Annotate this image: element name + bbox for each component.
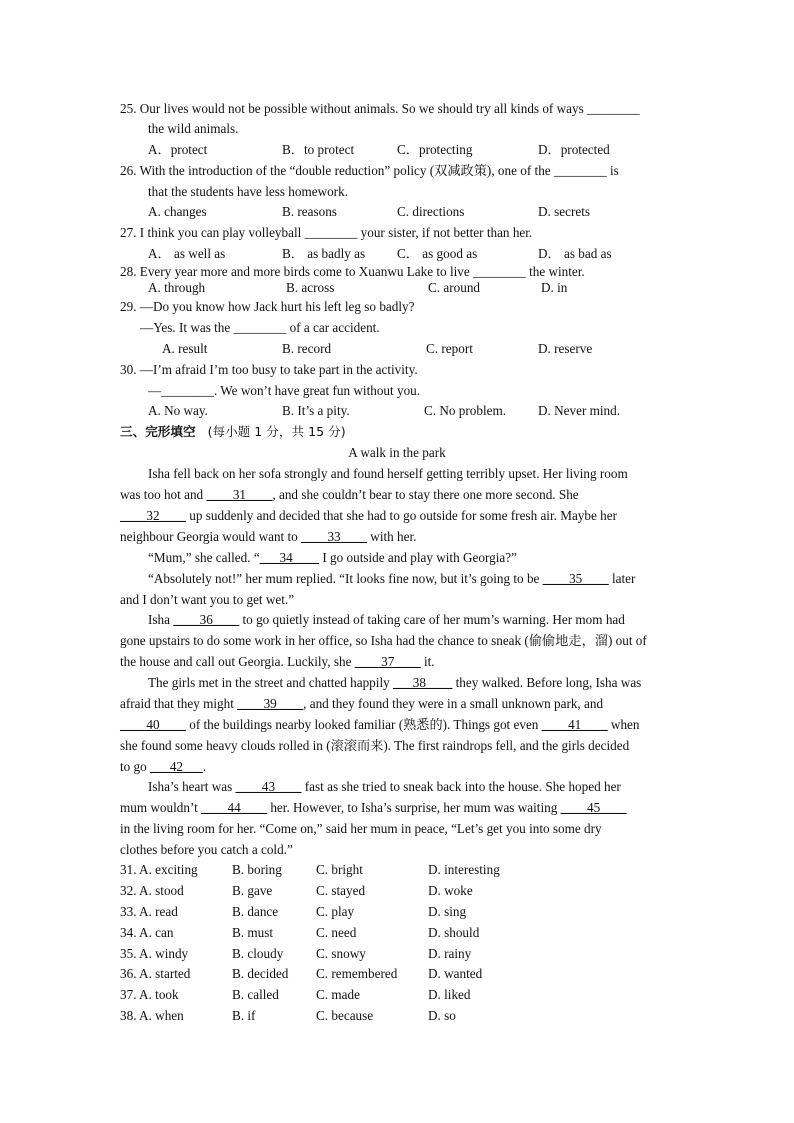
passage-text: her. However, to Isha’s surprise, her mum was waiting <box>267 800 561 815</box>
passage-line: Isha fell back on her sofa strongly and found herself getting terribly upset. Her living room <box>148 466 628 481</box>
cloze-32-option-c: C. stayed <box>316 883 366 898</box>
passage-line <box>120 717 640 733</box>
blank-41: ____41____ <box>541 717 608 732</box>
passage-line: clothes before you catch a cold.” <box>120 842 293 857</box>
blank-35: ____35____ <box>542 571 609 586</box>
passage-text: The girls met in the street and chatted happily <box>148 675 393 690</box>
cloze-38-option-b: B. if <box>232 1008 256 1023</box>
question-26-continuation: that the students have less homework. <box>148 184 348 199</box>
question-29-option-d: D. reserve <box>538 341 593 356</box>
passage-line <box>120 696 603 712</box>
passage-text: the house and call out Georgia. Luckily, she <box>120 654 355 669</box>
passage-line: and I don’t want you to get wet.” <box>120 592 295 607</box>
passage-line <box>148 779 621 795</box>
question-25-continuation: the wild animals. <box>148 121 239 136</box>
question-29-option-a: A. result <box>162 341 208 356</box>
passage-text: Isha’s heart was <box>148 779 236 794</box>
cloze-32-option-b: B. gave <box>232 883 273 898</box>
passage-line <box>120 487 579 503</box>
blank-43: ____43____ <box>235 779 302 794</box>
blank-40: ____40____ <box>120 717 186 732</box>
passage-text: “Absolutely not!” her mum replied. “It looks fine now, but it’s going to be <box>148 571 543 586</box>
passage-line: she found some heavy clouds rolled in (滚滚而来). The first raindrops fell, and the girls decided <box>120 738 630 753</box>
passage-text: mum wouldn’t <box>120 800 202 815</box>
blank-44: ____44____ <box>201 800 268 815</box>
blank-34: ___34____ <box>259 550 320 565</box>
blank-36: ____36____ <box>173 612 240 627</box>
cloze-34-option-a: 34. A. can <box>120 925 174 940</box>
question-27-option-a: A． as well as <box>148 246 226 261</box>
cloze-38-option-d: D. so <box>428 1008 456 1023</box>
blank-32: ____32____ <box>120 508 186 523</box>
passage-text: fast as she tried to sneak back into the house. She hoped her <box>301 779 621 794</box>
question-27-option-d: D． as bad as <box>538 246 612 261</box>
question-29-option-c: C. report <box>426 341 473 356</box>
cloze-31-option-a: 31. A. exciting <box>120 862 198 877</box>
passage-line: gone upstairs to do some work in her office, so Isha had the chance to sneak (偷偷地走，溜) out of <box>120 633 647 648</box>
question-30-option-d: D. Never mind. <box>538 403 621 418</box>
cloze-35-option-c: C. snowy <box>316 946 366 961</box>
cloze-35-option-d: D. rainy <box>428 946 472 961</box>
question-29-continuation: —Yes. It was the ________ of a car accident. <box>140 320 380 335</box>
passage-text: neighbour Georgia would want to <box>120 529 302 544</box>
blank-37: ____37____ <box>354 654 421 669</box>
cloze-35-option-a: 35. A. windy <box>120 946 189 961</box>
cloze-34-option-b: B. must <box>232 925 274 940</box>
question-29-stem: 29. —Do you know how Jack hurt his left leg so badly? <box>120 299 415 314</box>
blank-42: ___42___ <box>150 759 203 774</box>
cloze-37-option-a: 37. A. took <box>120 987 179 1002</box>
blank-33: ____33____ <box>301 529 367 544</box>
question-28-option-d: D. in <box>541 280 568 295</box>
cloze-36-option-c: C. remembered <box>316 966 398 981</box>
blank-39: ____39____ <box>237 696 304 711</box>
question-27-stem: 27. I think you can play volleyball ________ your sister, if not better than her. <box>120 225 533 240</box>
cloze-31-option-c: C. bright <box>316 862 363 877</box>
cloze-31-option-b: B. boring <box>232 862 282 877</box>
question-25-option-c: C．protecting <box>397 142 473 157</box>
question-27-option-c: C． as good as <box>397 246 478 261</box>
cloze-37-option-c: C. made <box>316 987 360 1002</box>
cloze-33-option-c: C. play <box>316 904 355 919</box>
question-30-option-b: B. It’s a pity. <box>282 403 350 418</box>
cloze-37-option-b: B. called <box>232 987 279 1002</box>
passage-text: later <box>608 571 636 586</box>
cloze-32-option-a: 32. A. stood <box>120 883 184 898</box>
question-28-option-a: A. through <box>148 280 206 295</box>
section-score-note: (每小题 1 分，共 15 分) <box>207 424 346 439</box>
cloze-33-option-d: D. sing <box>428 904 467 919</box>
question-26-stem: 26. With the introduction of the “double reduction” policy (双减政策), one of the ________ is <box>120 163 619 178</box>
question-29-option-b: B. record <box>282 341 332 356</box>
question-26-option-c: C. directions <box>397 204 465 219</box>
passage-title: A walk in the park <box>348 445 446 460</box>
passage-text: I go outside and play with Georgia?” <box>319 550 517 565</box>
passage-line: in the living room for her. “Come on,” said her mum in peace, “Let’s get you into some dry <box>120 821 602 836</box>
passage-line <box>120 654 435 670</box>
question-28-option-c: C. around <box>428 280 481 295</box>
passage-text: to go quietly instead of taking care of her mum’s warning. Her mom had <box>239 612 625 627</box>
question-30-stem: 30. —I’m afraid I’m too busy to take part in the activity. <box>120 362 418 377</box>
question-30-option-a: A. No way. <box>148 403 208 418</box>
passage-text: with her. <box>367 529 417 544</box>
question-25-option-d: D．protected <box>538 142 610 157</box>
question-26-option-b: B. reasons <box>282 204 337 219</box>
cloze-33-option-a: 33. A. read <box>120 904 178 919</box>
question-30-option-c: C. No problem. <box>424 403 507 418</box>
passage-text: it. <box>420 654 435 669</box>
cloze-31-option-d: D. interesting <box>428 862 500 877</box>
question-26-option-a: A. changes <box>148 204 207 219</box>
passage-text: Isha <box>148 612 174 627</box>
cloze-38-option-c: C. because <box>316 1008 374 1023</box>
question-25-stem: 25. Our lives would not be possible without animals. So we should try all kinds of ways ________ <box>120 101 640 116</box>
passage-line <box>120 800 627 816</box>
cloze-34-option-c: C. need <box>316 925 357 940</box>
passage-text: was too hot and <box>120 487 207 502</box>
passage-text: to go <box>120 759 151 774</box>
cloze-36-option-b: B. decided <box>232 966 289 981</box>
cloze-36-option-d: D. wanted <box>428 966 483 981</box>
passage-text: when <box>607 717 640 732</box>
question-28-stem: 28. Every year more and more birds come to Xuanwu Lake to live ________ the winter. <box>120 264 585 279</box>
blank-31: ____31____ <box>206 487 273 502</box>
section-heading <box>120 424 346 440</box>
cloze-35-option-b: B. cloudy <box>232 946 284 961</box>
passage-line <box>148 675 641 691</box>
passage-text: , and they found they were in a small unknown park, and <box>303 696 604 711</box>
passage-line <box>148 612 625 628</box>
cloze-34-option-d: D. should <box>428 925 480 940</box>
question-25-option-a: A．protect <box>148 142 208 157</box>
question-25-option-b: B．to protect <box>282 142 355 157</box>
blank-38: ___38____ <box>393 675 453 690</box>
cloze-36-option-a: 36. A. started <box>120 966 191 981</box>
passage-line <box>120 759 206 775</box>
passage-text: afraid that they might <box>120 696 238 711</box>
question-28-option-b: B. across <box>286 280 335 295</box>
cloze-32-option-d: D. woke <box>428 883 473 898</box>
passage-line <box>120 529 416 545</box>
blank-45: ____45____ <box>560 800 627 815</box>
passage-text: of the buildings nearby looked familiar (熟悉的). Things got even <box>185 717 542 732</box>
cloze-33-option-b: B. dance <box>232 904 279 919</box>
passage-text: up suddenly and decided that she had to go outside for some fresh air. Maybe her <box>185 508 617 523</box>
passage-text: . <box>202 759 207 774</box>
passage-text: “Mum,” she called. “ <box>148 550 260 565</box>
passage-line <box>148 571 635 587</box>
cloze-37-option-d: D. liked <box>428 987 471 1002</box>
question-27-option-b: B． as badly as <box>282 246 366 261</box>
passage-line <box>148 550 517 566</box>
passage-text: they walked. Before long, Isha was <box>452 675 642 690</box>
question-30-continuation: —________. We won’t have great fun without you. <box>148 383 421 398</box>
section-title: 三、完形填空 <box>120 424 196 439</box>
passage-text: , and she couldn’t bear to stay there one more second. She <box>272 487 579 502</box>
cloze-38-option-a: 38. A. when <box>120 1008 184 1023</box>
question-26-option-d: D. secrets <box>538 204 590 219</box>
passage-line <box>120 508 617 524</box>
